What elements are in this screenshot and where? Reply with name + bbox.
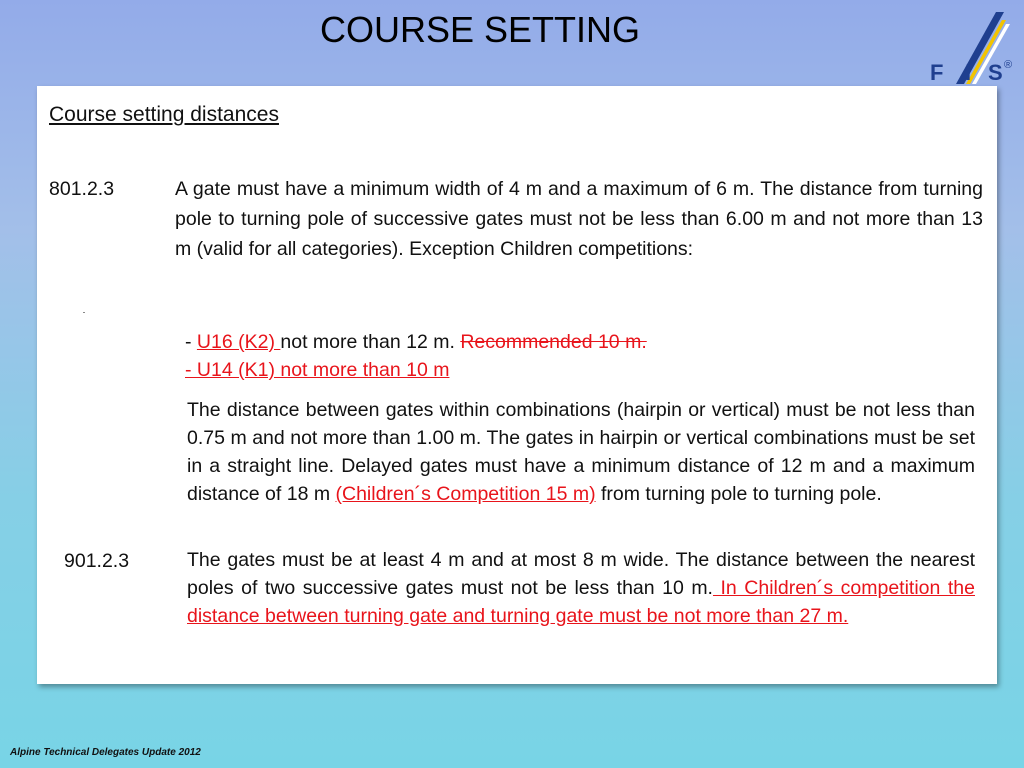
fis-logo	[922, 12, 1018, 88]
rule-901-text	[187, 546, 975, 630]
slide-title: COURSE SETTING	[319, 9, 641, 50]
svg-text:F: F	[930, 60, 944, 85]
rule-801-text: A gate must have a minimum width of 4 m and a maximum of 6 m. The distance from turning pole to turning pole of successive gates must not be less than 6.00 m and not more than 13 m (valid for all categories). Exception Children competitions:	[175, 178, 983, 260]
svg-text:S: S	[988, 60, 1003, 85]
u16-label: U16 (K2)	[196, 331, 281, 353]
svg-text:®: ®	[1004, 59, 1013, 71]
combinations-children: (Children´s Competition 15 m)	[335, 483, 596, 505]
section-heading: Course setting distances	[49, 103, 279, 126]
svg-text:I: I	[965, 60, 972, 85]
stray-dot	[83, 312, 85, 313]
rule-901-number: 901.2.3	[64, 550, 130, 572]
u16-dash: -	[185, 331, 197, 353]
rule-901-children: In Children´s competition the distance between turning gate and turning gate must be not more than 27 m.	[187, 577, 975, 627]
rule-801-number: 801.2.3	[49, 178, 115, 200]
combinations-main: The distance between gates within combinations (hairpin or vertical) must be not less than 0.75 m and not more than 1.00 m. The gates in hairpin or vertical combinations must be set in a straight line. Delayed gates must have a minimum distance of 12 m and a maximum distance of 18 m	[187, 399, 975, 505]
rule-901-main: The gates must be at least 4 m and at most 8 m wide. The distance between the nearest poles of two successive gates must not be less than 10 m.	[187, 549, 975, 599]
combinations-text	[187, 396, 975, 508]
combinations-tail: from turning pole to turning pole.	[595, 483, 882, 505]
u16-struck-text: Recommended 10 m.	[460, 331, 647, 353]
u16-line	[185, 327, 647, 357]
u14-line: - U14 (K1) not more than 10 m	[185, 359, 450, 381]
content-panel	[37, 86, 997, 684]
footer-text: Alpine Technical Delegates Update 2012	[10, 747, 201, 758]
u16-text: not more than 12 m.	[280, 331, 461, 353]
